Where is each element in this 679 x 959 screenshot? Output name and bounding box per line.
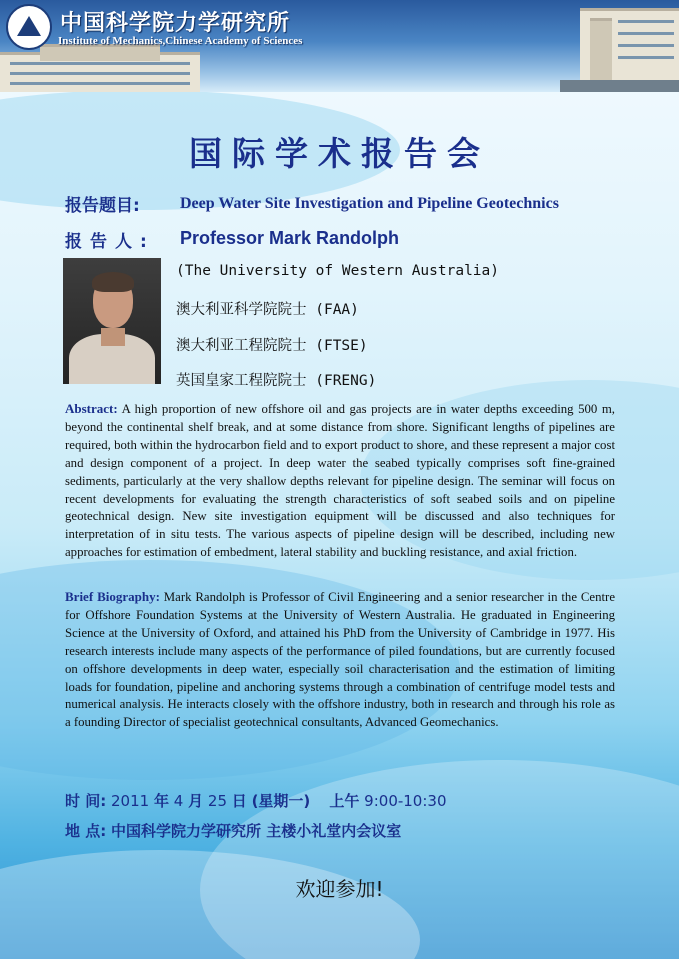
poster-title: 国际学术报告会 [189, 134, 490, 173]
abstract-text: A high proportion of new offshore oil and gas projects are in water depths exceeding 500 m, beyond the continental shelf break, and at some distance from shore. Significant lengths of pipelines are required, both within the hydrocarbon field and to export product to shore, and these represent a major cost and design component of a project. In deep water the seabed typically comprises soft fine-grained sediments, particularly at the very shallow depths relevant for pipeline design. The seminar will focus on recent developments for evaluating the strength characteristics of soft seabed soils and on pipeline geotechnical design. New site investigation equipment will be discussed and also techniques for interpretation of in situ tests. The various aspects of pipeline design will be described, including new approaches for estimation of embedment, lateral stability and buckling resistance, and axial friction. [65, 402, 616, 560]
biography-label: Brief Biography: [65, 589, 160, 604]
header-banner [0, 0, 679, 92]
speaker-photo [63, 258, 161, 384]
org-name-en: Institute of Mechanics,Chinese Academy of Sciences [58, 35, 303, 47]
place-value: 中国科学院力学研究所 主楼小礼堂内会议室 [111, 822, 402, 840]
speaker-row [65, 227, 155, 252]
abstract-paragraph [65, 400, 615, 562]
affiliation-university: (The University of Western Australia) [176, 263, 500, 279]
time-period: 上午 [329, 792, 360, 810]
affiliation-ftse: 澳大利亚工程院院士 (FTSE) [176, 338, 368, 354]
biography-text: Mark Randolph is Professor of Civil Engineering and a senior researcher in the Centre for Offshore Foundation Systems at the University of Western Australia. He graduated in Engineering Science at the University of Oxford, and attained his PhD from the University of Cambridge in 1977. His research interests include many aspects of the performance of piled foundations, but are currently focused on offshore developments in deep water, especially soil characterisation and the estimation of limiting loads for foundation, pipeline and anchoring systems through a combination of centrifuge model tests and numerical analysis. He interacts closely with the offshore industry, both in research and through his role as a founding Director of specialist geotechnical consultants, Advanced Geomechanics. [65, 590, 615, 730]
topic-label: 报告题目: [65, 196, 140, 216]
topic-value: Deep Water Site Investigation and Pipeline Geotechnics [180, 195, 559, 212]
time-range: 9:00-10:30 [364, 792, 447, 810]
time-day: 25 [207, 792, 227, 810]
biography-paragraph [65, 588, 615, 732]
speaker-value: Professor Mark Randolph [180, 228, 400, 248]
speaker-label: 报告人: [65, 232, 155, 252]
time-month: 4 [173, 792, 184, 810]
time-day-unit: 日 [231, 792, 247, 810]
time-year: 2011 [111, 792, 150, 810]
building-right-tower [590, 18, 612, 81]
org-name-cn: 中国科学院力学研究所 [60, 10, 291, 36]
street [560, 80, 679, 92]
time-label: 时 间: [65, 792, 107, 810]
time-row [65, 790, 447, 811]
welcome-text: 欢迎参加! [295, 877, 384, 901]
time-weekday: (星期一) [251, 792, 311, 810]
place-row [65, 820, 401, 841]
topic-row [65, 191, 140, 216]
abstract-label: Abstract: [65, 401, 118, 416]
place-label: 地 点: [65, 822, 107, 840]
time-year-unit: 年 [153, 792, 169, 810]
affiliation-faa: 澳大利亚科学院院士 (FAA) [176, 302, 359, 318]
affiliation-freng: 英国皇家工程院院士 (FRENG) [176, 373, 377, 389]
time-month-unit: 月 [188, 792, 204, 810]
institute-logo [6, 4, 52, 50]
